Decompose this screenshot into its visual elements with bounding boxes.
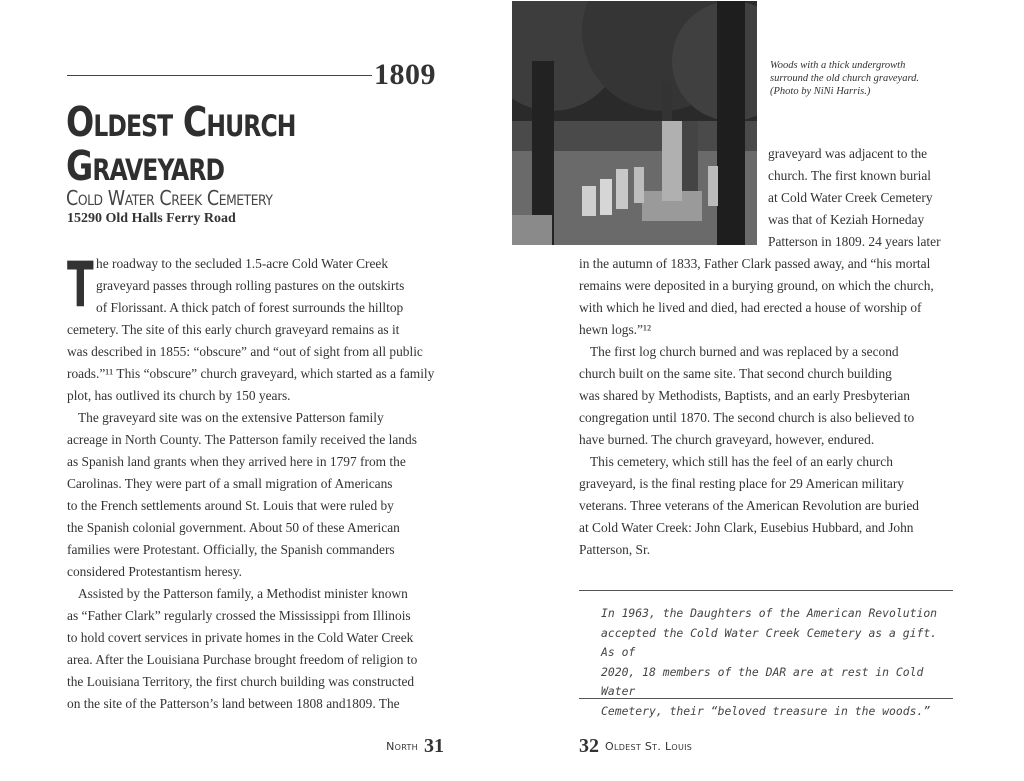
text-line: families were Protestant. Officially, the Spanish commanders <box>67 542 395 557</box>
year-heading: 1809 <box>374 58 436 91</box>
text-line: church built on the same site. That second church building <box>579 366 892 381</box>
text-line: This cemetery, which still has the feel of an early church <box>590 454 893 469</box>
text-line: the Spanish colonial government. About 50 of these American <box>67 520 400 535</box>
right-page <box>512 0 1024 781</box>
text-line: roads.”¹¹ This “obscure” church graveyard, which started as a family <box>67 366 435 381</box>
title-line-1: Oldest Church <box>66 98 296 146</box>
folio-left <box>380 735 444 758</box>
text-line: he roadway to the secluded 1.5-acre Cold Water Creek <box>96 256 389 271</box>
text-line: graveyard was adjacent to the <box>768 146 928 161</box>
chapter-subtitle: Cold Water Creek Cemetery <box>66 186 273 210</box>
text-line: with which he lived and died, had erected a house of worship of <box>579 300 922 315</box>
text-line: graveyard, is the final resting place for 29 American military <box>579 476 904 491</box>
caption-line: Woods with a thick undergrowth <box>770 60 906 71</box>
folio-right <box>579 735 698 758</box>
left-body-text <box>67 248 447 715</box>
text-line: cemetery. The site of this early church graveyard remains as it <box>67 322 400 337</box>
text-line: area. After the Louisiana Purchase brought freedom of religion to <box>67 652 418 667</box>
callout-line: In 1963, the Daughters of the American Revolution <box>601 606 938 620</box>
text-line: have burned. The church graveyard, however, endured. <box>579 432 875 447</box>
text-line: considered Protestantism heresy. <box>67 564 243 579</box>
drop-cap: T <box>67 248 94 321</box>
text-line: acreage in North County. The Patterson family received the lands <box>67 432 417 447</box>
text-line: The graveyard site was on the extensive Patterson family <box>78 410 384 425</box>
text-line: Assisted by the Patterson family, a Methodist minister known <box>78 586 408 601</box>
address: 15290 Old Halls Ferry Road <box>67 211 236 226</box>
sidebar-callout <box>601 604 946 722</box>
text-line: was described in 1855: “obscure” and “out of sight from all public <box>67 344 423 359</box>
year-rule <box>67 75 372 76</box>
title-line-2: Graveyard <box>66 142 225 190</box>
page-number: 32 <box>579 735 599 757</box>
text-line: Carolinas. They were part of a small migration of Americans <box>67 476 393 491</box>
caption-line: surround the old church graveyard. <box>770 73 920 84</box>
text-line: Patterson, Sr. <box>579 542 651 557</box>
callout-line: Cemetery, their “beloved treasure in the woods.” <box>601 703 931 718</box>
text-line: graveyard passes through rolling pastures on the outskirts <box>96 278 405 293</box>
text-line: on the site of the Patterson’s land between 1808 and1809. The <box>67 696 400 711</box>
text-line: at Cold Water Creek Cemetery <box>768 190 933 205</box>
callout-rule-bottom <box>579 698 953 699</box>
chapter-title <box>66 100 336 188</box>
callout-line: accepted the Cold Water Creek Cemetery as a gift. As of <box>601 625 938 660</box>
text-line: remains were deposited in a burying ground, on which the church, <box>579 278 934 293</box>
caption-line: (Photo by NiNi Harris.) <box>770 86 871 97</box>
folio-section: Oldest St. Louis <box>605 740 693 753</box>
text-line: in the autumn of 1833, Father Clark passed away, and “his mortal <box>579 256 931 271</box>
text-line: congregation until 1870. The second church is also believed to <box>579 410 915 425</box>
right-body-text-wrap <box>768 143 1008 253</box>
graveyard-photo <box>512 1 757 245</box>
text-line: The first log church burned and was replaced by a second <box>590 344 899 359</box>
text-line: veterans. Three veterans of the American Revolution are buried <box>579 498 919 513</box>
text-line: to hold covert services in private homes in the Cold Water Creek <box>67 630 414 645</box>
text-line: the Louisiana Territory, the first church building was constructed <box>67 674 415 689</box>
right-body-text <box>579 253 969 561</box>
text-line: was shared by Methodists, Baptists, and an early Presbyterian <box>579 388 910 403</box>
text-line: as Spanish land grants when they arrived here in 1797 from the <box>67 454 406 469</box>
photo-caption <box>770 59 940 98</box>
callout-line: 2020, 18 members of the DAR are at rest in Cold Water <box>601 664 924 699</box>
text-line: was that of Keziah Horneday <box>768 212 925 227</box>
text-line: at Cold Water Creek: John Clark, Eusebius Hubbard, and John <box>579 520 914 535</box>
text-line: of Florissant. A thick patch of forest surrounds the hilltop <box>96 300 404 315</box>
text-line: to the French settlements around St. Louis that were ruled by <box>67 498 394 513</box>
text-line: Patterson in 1809. 24 years later <box>768 234 941 249</box>
text-line: church. The first known burial <box>768 168 932 183</box>
text-line: hewn logs.”¹² <box>579 322 651 337</box>
text-line: plot, has outlived its church by 150 years. <box>67 388 291 403</box>
callout-rule-top <box>579 590 953 591</box>
folio-section: North <box>386 740 418 753</box>
text-line: as “Father Clark” regularly crossed the Mississippi from Illinois <box>67 608 411 623</box>
page-number: 31 <box>424 735 444 757</box>
